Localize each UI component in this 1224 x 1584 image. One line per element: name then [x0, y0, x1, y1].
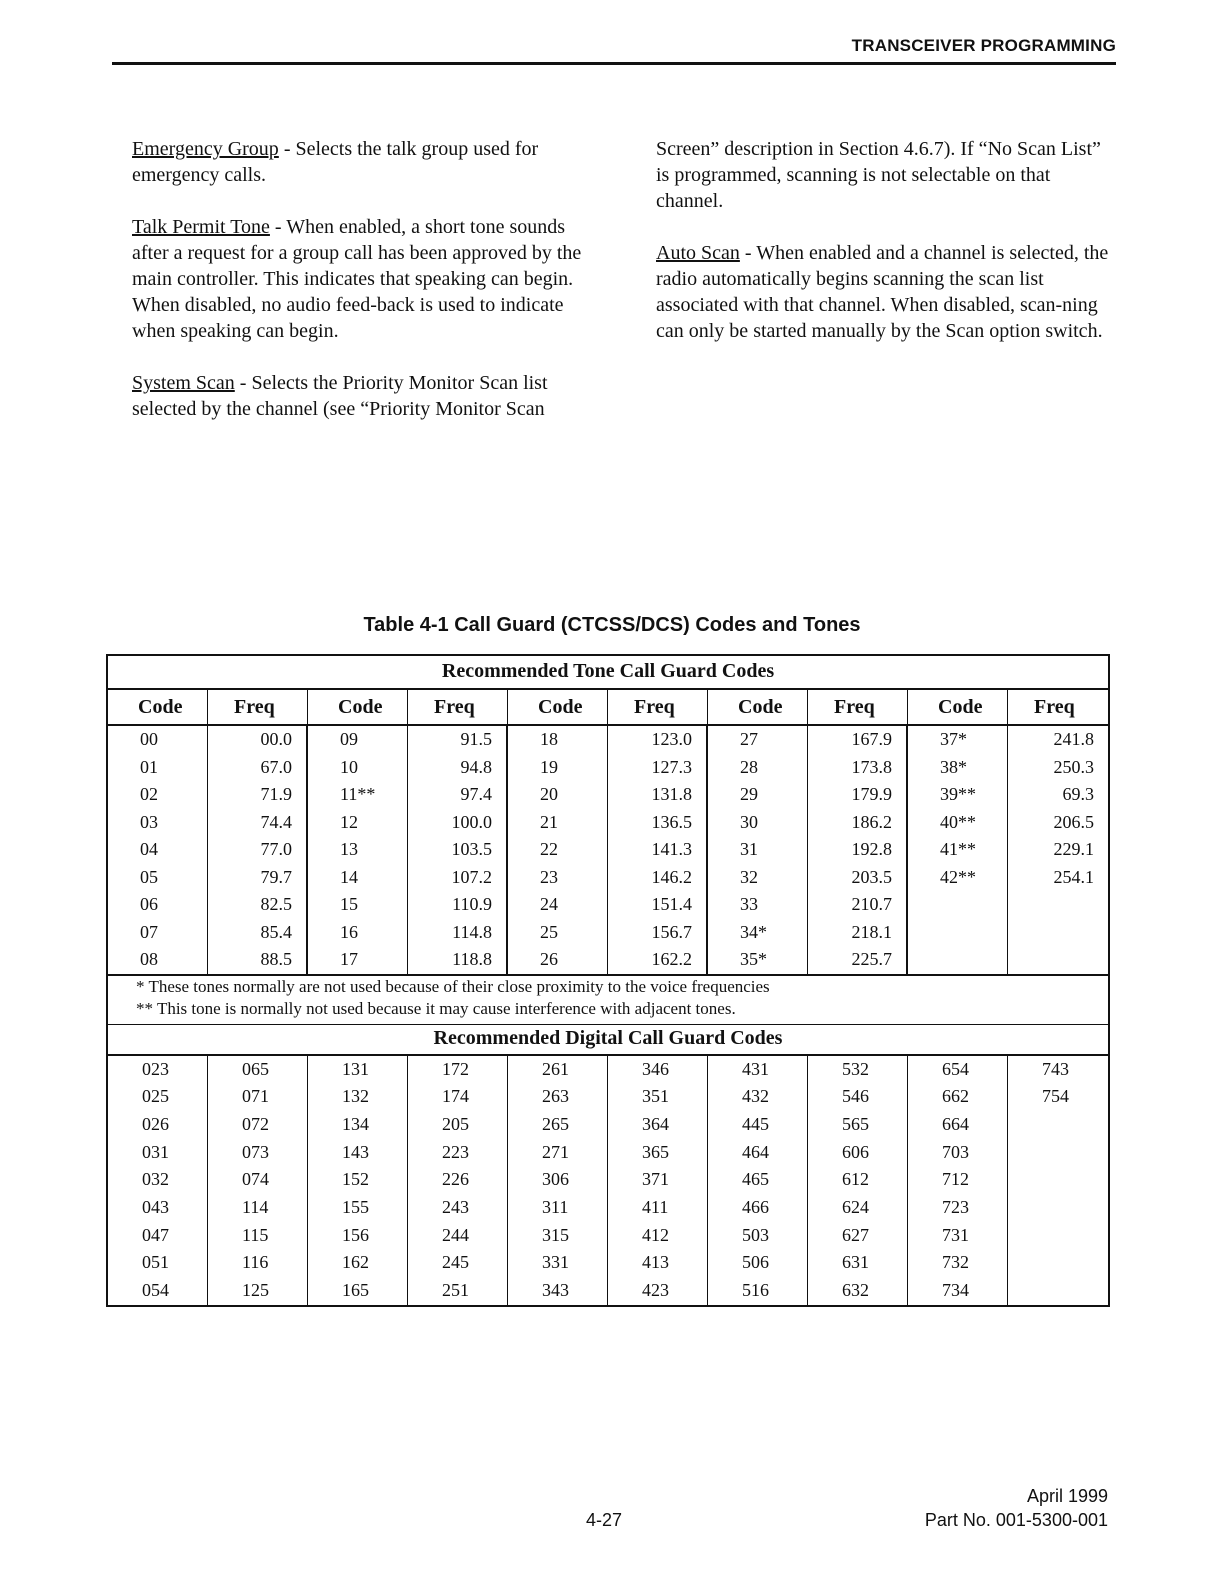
code-cell: 37* — [940, 729, 967, 749]
tone-band-header: Recommended Tone Call Guard Codes — [106, 654, 1110, 688]
digital-code-cell — [1008, 1222, 1108, 1250]
code-cell: 04 — [140, 839, 158, 859]
footer-date: April 1999 — [1026, 1486, 1108, 1506]
code-cell: 32 — [740, 866, 758, 887]
freq-cell: 241.8 — [1053, 729, 1094, 749]
code-cell: 23 — [540, 866, 558, 887]
freq-cell: 225.7 — [851, 949, 892, 969]
freq-cell: 103.5 — [451, 839, 492, 859]
code-cell — [908, 891, 1007, 919]
freq-column — [408, 726, 508, 974]
digital-code-cell: 506 — [742, 1252, 769, 1273]
freq-cell: 82.5 — [260, 894, 292, 914]
digital-code-cell: 134 — [342, 1113, 369, 1134]
digital-column — [308, 1056, 408, 1305]
code-cell: 41** — [940, 839, 976, 859]
freq-cell: 97.4 — [460, 784, 492, 804]
digital-code-cell: 723 — [942, 1196, 969, 1217]
digital-code-cell: 265 — [542, 1113, 569, 1134]
digital-code-grid — [106, 1054, 1110, 1307]
digital-code-cell: 065 — [242, 1058, 269, 1079]
digital-code-cell: 132 — [342, 1086, 369, 1107]
code-cell: 13 — [340, 839, 358, 859]
freq-cell: 123.0 — [651, 729, 692, 749]
code-cell: 09 — [340, 729, 358, 749]
freq-column — [808, 726, 908, 974]
digital-code-cell: 244 — [442, 1224, 469, 1245]
freq-cell: 218.1 — [851, 921, 892, 942]
digital-code-cell — [1008, 1166, 1108, 1194]
code-cell: 26 — [540, 949, 558, 969]
digital-code-cell: 754 — [1042, 1086, 1069, 1107]
digital-code-cell — [1008, 1111, 1108, 1139]
digital-code-cell: 712 — [942, 1169, 969, 1190]
digital-code-cell: 131 — [342, 1058, 369, 1079]
freq-column — [608, 726, 708, 974]
digital-code-cell: 174 — [442, 1086, 469, 1107]
code-cell: 42** — [940, 866, 976, 887]
digital-code-cell: 271 — [542, 1141, 569, 1162]
digital-code-cell: 423 — [642, 1280, 669, 1300]
column-header-row — [106, 688, 1110, 726]
term: Emergency Group — [132, 138, 279, 160]
term: Auto Scan — [656, 242, 740, 264]
code-cell: 25 — [540, 921, 558, 942]
code-cell: 21 — [540, 811, 558, 832]
freq-cell: 88.5 — [260, 949, 292, 969]
code-cell: 22 — [540, 839, 558, 859]
freq-cell: 74.4 — [260, 811, 292, 832]
table-notes — [106, 974, 1110, 1024]
column-header: Code — [708, 690, 808, 726]
digital-code-cell: 315 — [542, 1224, 569, 1245]
note-double-star: ** This tone is normally not used because it may cause interference with adjacent tones. — [136, 998, 736, 1018]
running-header: TRANSCEIVER PROGRAMMING — [851, 36, 1116, 55]
digital-code-cell: 365 — [642, 1141, 669, 1162]
code-cell: 16 — [340, 921, 358, 942]
freq-cell: 118.8 — [452, 949, 492, 969]
note-single-star: * These tones normally are not used because of their close proximity to the voice frequencies — [136, 976, 770, 996]
freq-cell: 114.8 — [452, 921, 492, 942]
column-header: Freq — [1008, 690, 1108, 726]
header-rule — [112, 62, 1116, 65]
digital-code-cell: 071 — [242, 1086, 269, 1107]
digital-code-cell: 411 — [642, 1196, 669, 1217]
digital-code-cell: 351 — [642, 1086, 669, 1107]
digital-code-cell: 654 — [942, 1058, 969, 1079]
freq-cell: 107.2 — [451, 866, 492, 887]
digital-code-cell: 152 — [342, 1169, 369, 1190]
code-cell: 11** — [340, 784, 376, 804]
digital-code-cell: 413 — [642, 1252, 669, 1273]
digital-code-cell: 466 — [742, 1196, 769, 1217]
freq-cell — [1008, 946, 1108, 974]
code-cell: 27 — [740, 729, 758, 749]
digital-band-header: Recommended Digital Call Guard Codes — [106, 1024, 1110, 1054]
digital-code-cell — [1008, 1194, 1108, 1222]
freq-cell: 146.2 — [651, 866, 692, 887]
digital-column — [608, 1056, 708, 1305]
digital-code-cell: 023 — [142, 1058, 169, 1079]
digital-code-cell: 432 — [742, 1086, 769, 1107]
code-column — [308, 726, 408, 974]
code-cell — [908, 919, 1007, 947]
digital-code-cell: 371 — [642, 1169, 669, 1190]
digital-code-cell: 116 — [242, 1252, 269, 1273]
code-cell: 29 — [740, 784, 758, 804]
digital-code-cell: 465 — [742, 1169, 769, 1190]
call-guard-table — [106, 654, 1110, 1307]
freq-cell — [1008, 919, 1108, 947]
digital-code-cell: 431 — [742, 1058, 769, 1079]
digital-code-cell: 032 — [142, 1169, 169, 1190]
code-cell: 00 — [140, 729, 158, 749]
digital-code-cell: 627 — [842, 1224, 869, 1245]
column-header: Code — [308, 690, 408, 726]
paragraph-system-scan-cont — [656, 136, 1116, 214]
freq-cell: 127.3 — [651, 756, 692, 777]
digital-column — [708, 1056, 808, 1305]
digital-code-cell: 054 — [142, 1280, 169, 1300]
code-cell: 17 — [340, 949, 358, 969]
digital-code-cell: 731 — [942, 1224, 969, 1245]
table-title: Table 4-1 Call Guard (CTCSS/DCS) Codes and Tones — [363, 614, 861, 636]
digital-code-cell: 631 — [842, 1252, 869, 1273]
digital-code-cell: 412 — [642, 1224, 669, 1245]
digital-code-cell: 612 — [842, 1169, 869, 1190]
digital-code-cell: 043 — [142, 1196, 169, 1217]
digital-code-cell: 245 — [442, 1252, 469, 1273]
digital-column — [208, 1056, 308, 1305]
definition: Screen” description in Section 4.6.7). If “No Scan List” is programmed, scanning is not selectable on that channel. — [656, 138, 1101, 212]
code-cell: 14 — [340, 866, 358, 887]
digital-code-cell: 532 — [842, 1058, 869, 1079]
digital-code-cell: 662 — [942, 1086, 969, 1107]
column-header: Code — [508, 690, 608, 726]
code-cell: 20 — [540, 784, 558, 804]
code-column — [108, 726, 208, 974]
paragraph-system-scan — [132, 370, 592, 422]
column-header: Freq — [808, 690, 908, 726]
code-cell: 10 — [340, 756, 358, 777]
freq-cell: 162.2 — [651, 949, 692, 969]
digital-code-cell: 306 — [542, 1169, 569, 1190]
digital-code-cell: 074 — [242, 1169, 269, 1190]
digital-code-cell: 503 — [742, 1224, 769, 1245]
freq-cell: 94.8 — [460, 756, 492, 777]
digital-code-cell: 223 — [442, 1141, 469, 1162]
freq-cell: 77.0 — [260, 839, 292, 859]
left-column — [132, 136, 592, 448]
digital-code-cell — [1008, 1249, 1108, 1277]
column-header: Freq — [408, 690, 508, 726]
digital-code-cell: 445 — [742, 1113, 769, 1134]
code-cell: 40** — [940, 811, 976, 832]
freq-cell: 203.5 — [851, 866, 892, 887]
term: System Scan — [132, 372, 235, 394]
digital-code-cell: 606 — [842, 1141, 869, 1162]
digital-code-cell: 072 — [242, 1113, 269, 1134]
code-column — [908, 726, 1008, 974]
right-column — [656, 136, 1116, 370]
digital-code-cell: 051 — [142, 1252, 169, 1273]
digital-code-cell — [1008, 1139, 1108, 1167]
tone-code-grid — [106, 726, 1110, 974]
term: Talk Permit Tone — [132, 216, 270, 238]
digital-code-cell: 165 — [342, 1280, 369, 1300]
paragraph-talk-permit-tone — [132, 214, 592, 344]
digital-code-cell: 115 — [242, 1224, 269, 1245]
digital-code-cell: 261 — [542, 1058, 569, 1079]
definition: - Selects the talk group used for emergency calls. — [132, 138, 539, 186]
freq-column — [208, 726, 308, 974]
digital-code-cell: 031 — [142, 1141, 169, 1162]
digital-code-cell: 155 — [342, 1196, 369, 1217]
digital-code-cell: 624 — [842, 1196, 869, 1217]
code-cell: 08 — [140, 949, 158, 969]
freq-cell: 151.4 — [651, 894, 692, 914]
paragraph-auto-scan — [656, 240, 1116, 344]
code-cell: 07 — [140, 921, 158, 942]
digital-code-cell: 464 — [742, 1141, 769, 1162]
freq-cell: 131.8 — [651, 784, 692, 804]
digital-code-cell: 172 — [442, 1058, 469, 1079]
digital-code-cell: 205 — [442, 1113, 469, 1134]
code-cell: 03 — [140, 811, 158, 832]
digital-code-cell: 156 — [342, 1224, 369, 1245]
digital-code-cell: 143 — [342, 1141, 369, 1162]
freq-cell: 167.9 — [851, 729, 892, 749]
digital-code-cell: 047 — [142, 1224, 169, 1245]
digital-code-cell: 346 — [642, 1058, 669, 1079]
freq-cell: 210.7 — [851, 894, 892, 914]
page-number: 4-27 — [586, 1510, 623, 1530]
digital-code-cell: 025 — [142, 1086, 169, 1107]
digital-code-cell: 251 — [442, 1280, 469, 1300]
freq-cell: 91.5 — [460, 729, 492, 749]
freq-cell: 136.5 — [651, 811, 692, 832]
digital-code-cell: 073 — [242, 1141, 269, 1162]
code-cell: 19 — [540, 756, 558, 777]
code-cell: 28 — [740, 756, 758, 777]
digital-code-cell: 125 — [242, 1280, 269, 1300]
code-cell: 05 — [140, 866, 158, 887]
paragraph-emergency-group — [132, 136, 592, 188]
digital-code-cell: 026 — [142, 1113, 169, 1134]
code-cell: 01 — [140, 756, 158, 777]
digital-code-cell: 162 — [342, 1252, 369, 1273]
code-cell: 06 — [140, 894, 158, 914]
definition: - When enabled, a short tone sounds after a request for a group call has been approved by the main controller. This indicates that speaking can begin. When disabled, no audio feed-back is used to indicate when speaking can begin. — [132, 216, 582, 342]
column-header: Freq — [608, 690, 708, 726]
freq-cell: 69.3 — [1062, 784, 1094, 804]
digital-code-cell: 263 — [542, 1086, 569, 1107]
freq-cell: 67.0 — [260, 756, 292, 777]
digital-code-cell: 664 — [942, 1113, 969, 1134]
digital-code-cell: 243 — [442, 1196, 469, 1217]
freq-cell: 206.5 — [1053, 811, 1094, 832]
freq-cell: 173.8 — [851, 756, 892, 777]
freq-cell — [1008, 891, 1108, 919]
freq-cell: 100.0 — [451, 811, 492, 832]
digital-code-cell: 343 — [542, 1280, 569, 1300]
code-cell: 02 — [140, 784, 158, 804]
code-cell — [908, 946, 1007, 974]
code-cell: 33 — [740, 894, 758, 914]
digital-code-cell: 732 — [942, 1252, 969, 1273]
code-cell: 12 — [340, 811, 358, 832]
freq-cell: 141.3 — [651, 839, 692, 859]
code-cell: 15 — [340, 894, 358, 914]
freq-cell: 229.1 — [1053, 839, 1094, 859]
digital-code-cell: 331 — [542, 1252, 569, 1273]
digital-code-cell — [1008, 1277, 1108, 1305]
code-cell: 24 — [540, 894, 558, 914]
column-header: Code — [908, 690, 1008, 726]
digital-code-cell: 516 — [742, 1280, 769, 1300]
freq-cell: 71.9 — [260, 784, 292, 804]
freq-cell: 186.2 — [851, 811, 892, 832]
digital-code-cell: 311 — [542, 1196, 569, 1217]
digital-code-cell: 632 — [842, 1280, 869, 1300]
code-cell: 31 — [740, 839, 758, 859]
freq-cell: 250.3 — [1053, 756, 1094, 777]
digital-column — [408, 1056, 508, 1305]
code-cell: 39** — [940, 784, 976, 804]
digital-code-cell: 226 — [442, 1169, 469, 1190]
code-cell: 18 — [540, 729, 558, 749]
freq-cell: 254.1 — [1053, 866, 1094, 887]
digital-code-cell: 546 — [842, 1086, 869, 1107]
digital-code-cell: 114 — [242, 1196, 269, 1217]
code-column — [508, 726, 608, 974]
digital-code-cell: 364 — [642, 1113, 669, 1134]
digital-code-cell: 734 — [942, 1280, 969, 1300]
code-cell: 35* — [740, 949, 767, 969]
code-column — [708, 726, 808, 974]
digital-column — [908, 1056, 1008, 1305]
digital-code-cell: 743 — [1042, 1058, 1069, 1079]
column-header: Code — [108, 690, 208, 726]
freq-cell: 110.9 — [452, 894, 492, 914]
digital-column — [1008, 1056, 1108, 1305]
digital-code-cell: 703 — [942, 1141, 969, 1162]
freq-cell: 179.9 — [851, 784, 892, 804]
freq-cell: 79.7 — [260, 866, 292, 887]
digital-column — [508, 1056, 608, 1305]
freq-cell: 00.0 — [260, 729, 292, 749]
part-number: Part No. 001-5300-001 — [924, 1510, 1108, 1530]
code-cell: 34* — [740, 921, 767, 942]
digital-column — [108, 1056, 208, 1305]
code-cell: 30 — [740, 811, 758, 832]
digital-column — [808, 1056, 908, 1305]
freq-cell: 156.7 — [651, 921, 692, 942]
definition: - When enabled and a channel is selected, the radio automatically begins scanning the scan list associated with that channel. When disabled, scan-ning can only be started manually by the Scan option switch. — [656, 242, 1109, 342]
freq-cell: 192.8 — [851, 839, 892, 859]
digital-code-cell: 565 — [842, 1113, 869, 1134]
freq-cell: 85.4 — [260, 921, 292, 942]
code-cell: 38* — [940, 756, 967, 777]
column-header: Freq — [208, 690, 308, 726]
freq-column — [1008, 726, 1108, 974]
definition: - Selects the Priority Monitor Scan list selected by the channel (see “Priority Monitor Scan — [132, 372, 548, 420]
